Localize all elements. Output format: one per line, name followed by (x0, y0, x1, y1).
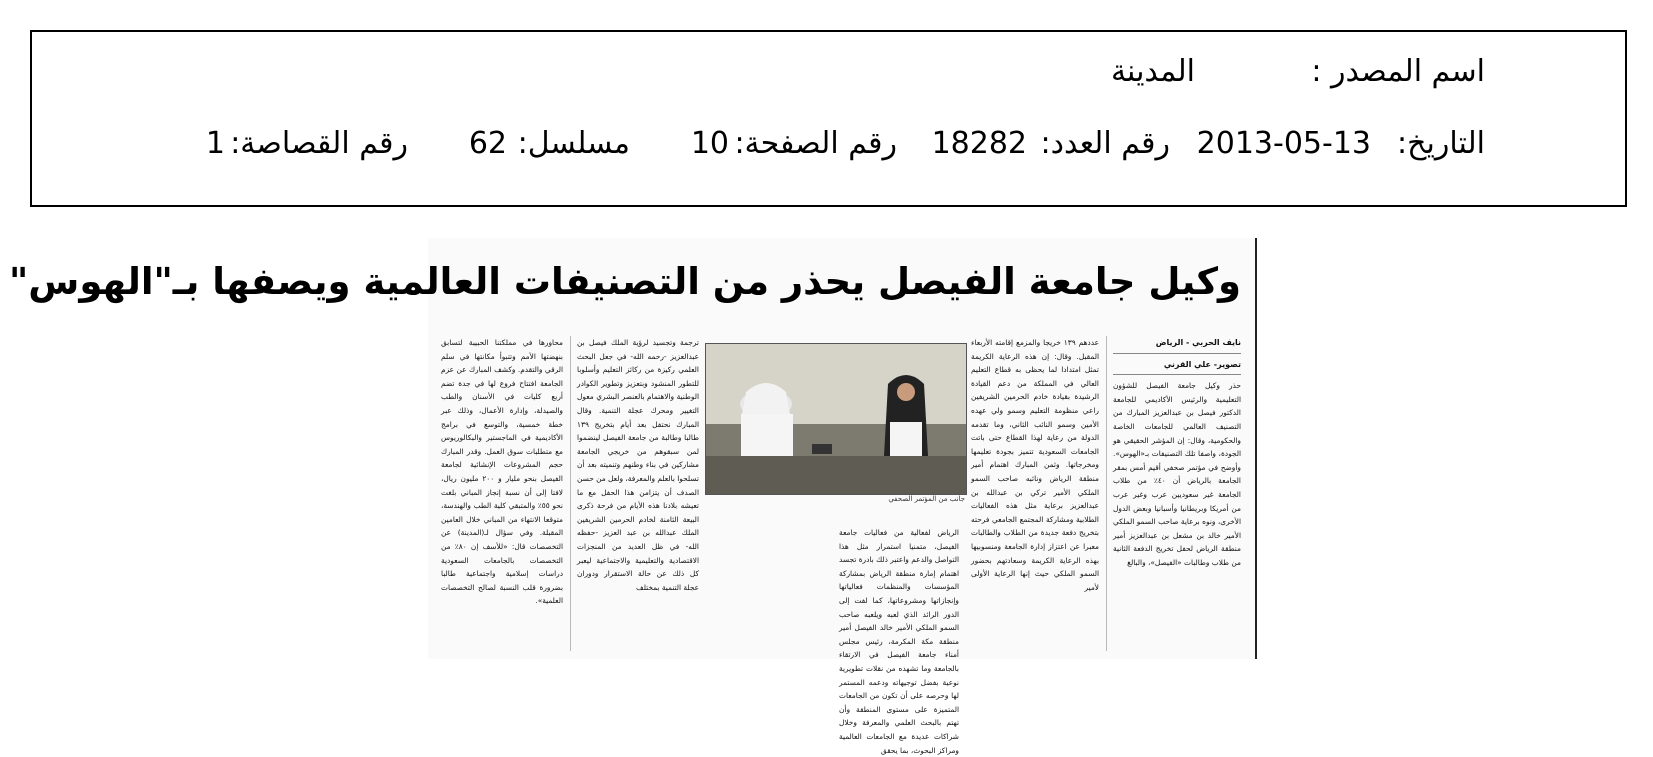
column-text-1: حذر وكيل جامعة الفيصل للشؤون التعليمية والرئيس الأكاديمي للجامعة الدكتور فيصل بن عبدالعزيز المبارك من التصنيف العالمي للجامعات الخاصة والحكومية، وقال: إن المؤشر الحقيقي هو الجودة، واصفا تلك التصنيفات بـ«الهوس». وأوضح في مؤتمر صحفي أقيم أمس بمقر الجامعة بالرياض أن ٤٠٪ من طلاب الجامعة غير سعوديين عرب وغير عرب من أمريكا وبريطانيا وأسبانيا وبعض الدول الأخرى، ونوه برعاية صاحب السمو الملكي الأمير خالد بن مشعل بن عبدالعزيز أمير منطقة الرياض لحفل تخريج الدفعة الثانية من طلاب وطالبات «الفيصل»، والبالغ (1113, 381, 1241, 567)
column-rule (570, 336, 571, 651)
column-text-5: محاورها في مملكتنا الحبيبة لتسابق بنهضتها الأمم وتتبوأ مكانتها في سلم الرقي والتقدم. وكشف المبارك عن عزم الجامعة افتتاح فروع لها في جدة تضم أربع كليات في الأسنان والطب والصيدلة، وإدارة الأعمال، وذلك عبر خطة خمسية، والتوسع في برامج الأكاديمية في الماجستير والبكالوريوس مع متطلبات سوق العمل. وقدر المبارك حجم المشروعات الإنشائية لجامعة الفيصل بنحو مليار و ٢٠٠ مليون ريال، لافتا إلى أن نسبة إنجاز المباني بلغت نحو ٥٥٪ والمتبقي كلية الطب والهندسة، متوقعا الانتهاء من المباني خلال العامين المقبلة. وفي سؤال لـ(المدينة) عن التخصصات قال: «للأسف إن ٨٠٪ من التخصصات بالجامعات السعودية دراسات إسلامية واجتماعية طالبا بضرورة قلب النسبة لصالح التخصصات العلمية». (441, 338, 564, 606)
article-column-1 (1113, 336, 1241, 654)
byline-author: نايف الحربي - الرياض (1113, 336, 1241, 354)
article-column-3 (839, 526, 959, 755)
byline-photographer: تصوير- علي القرني (1113, 358, 1241, 376)
photo-illustration (706, 344, 966, 494)
serial-value: 62 (468, 126, 507, 161)
newspaper-clipping (8, 238, 1257, 755)
serial-label: مسلسل: (517, 126, 630, 161)
article-column-2 (971, 336, 1099, 654)
issue-value: 18282 (931, 126, 1027, 161)
column-text-2: عددهم ١٣٩ خريجا والمزمع إقامته الأربعاء المقبل. وقال: إن هذه الرعاية الكريمة تمثل امتدادا لما يحظى به قطاع التعليم العالي في المملكة من دعم القيادة الرشيدة بقيادة خادم الحرمين الشريفين راعي منظومة التعليم وسمو ولي عهده الأمين وسمو النائب الثاني، وما تقدمه الدولة من رعاية لهذا القطاع حتى باتت الجامعات السعودية تتميز بجودة تعليمها ومخرجاتها. وثمن المبارك اهتمام أمير منطقة الرياض ونائبه صاحب السمو الملكي الأمير تركي بن عبدالله بن عبدالعزيز برعاية مثل هذه الفعاليات الطلابية ومشاركة المجتمع الجامعي فرحته بتخريج دفعة جديدة من الطلاب والطالبات معبرا عن اعتزاز إدارة الجامعة ومنسوبيها بهذه الرعاية الكريمة وسعادتهم بحضور السمو الملكي حيث إنها الرعاية الأولى لأمير (971, 338, 1099, 592)
page-value: 10 (690, 126, 729, 161)
article-column-4 (577, 336, 699, 654)
column-text-4: ترجمة وتجسيد لرؤية الملك فيصل بن عبدالعزيز -رحمه الله- في جعل البحث العلمي ركيزة من ركائز التعليم وأسلوبا للتطور المنشود وبتعزيز وتطوير الكوادر الوطنية والاهتمام بالعنصر البشري معول التغيير ومحرك عجلة التنمية. وقال المبارك نحتفل بعد أيام بتخريج ١٣٩ طالبا وطالبة من جامعة الفيصل لينضموا لمن سبقوهم من خريجي الجامعة مشاركين في بناء وطنهم وتنميته بعد أن تسلحوا بالعلم والمعرفة، ولعل من حسن الصدف أن يتزامن هذا الحفل مع ما تعيشه بلادنا هذه الأيام من فرحة ذكرى البيعة الثامنة لخادم الحرمين الشريفين الملك عبدالله بن عبد العزيز -حفظه الله- في ظل العديد من المنجزات الاقتصادية والتعليمية والاجتماعية ليعبر كل ذلك عن حالة الاستقرار ودوران عجلة التنمية بمختلف (576, 338, 699, 592)
article-column-5 (441, 336, 563, 654)
clip-label: رقم القصاصة: (230, 126, 408, 161)
page-label: رقم الصفحة: (734, 126, 897, 161)
date-label: التاريخ: (1397, 126, 1485, 161)
article-headline: وكيل جامعة الفيصل يحذر من التصنيفات العالمية ويصفها بـ"الهوس" (8, 260, 1241, 303)
issue-label: رقم العدد: (1040, 126, 1170, 161)
date-value: 2013-05-13 (1196, 126, 1371, 161)
source-value: المدينة (1110, 54, 1195, 89)
article-column-3b (707, 526, 827, 654)
source-label: اسم المصدر : (1311, 54, 1485, 89)
photo-caption: جانب من المؤتمر الصحفي (888, 495, 965, 503)
press-conference-photo (705, 343, 967, 495)
clipping-metadata-box (30, 30, 1627, 207)
column-text-3: الرياض لفعالية من فعاليات جامعة الفيصل، متمنيا استمرار مثل هذا التواصل والدعم واعتبر ذلك بادرة تجسد اهتمام إمارة منطقة الرياض بمشاركة المؤسسات والمنظمات فعالياتها وإنجازاتها ومشروعاتها، كما لفت إلى الدور الرائد الذي لعبه ويلعبه صاحب السمو الملكي الأمير خالد الفيصل أمير منطقة مكة المكرمة، رئيس مجلس أمناء جامعة الفيصل في الارتقاء بالجامعة وما تشهده من نقلات تطويرية نوعية بفضل توجيهاته ودعمه المستمر لها وحرصه على أن تكون من الجامعات المتميزة على مستوى المنطقة وأن تهتم بالبحث العلمي والمعرفة وخلال شراكات عديدة مع الجامعات العالمية ومراكز البحوث، بما يحقق (839, 528, 959, 755)
column-rule (1106, 336, 1107, 651)
clip-value: 1 (205, 126, 225, 161)
